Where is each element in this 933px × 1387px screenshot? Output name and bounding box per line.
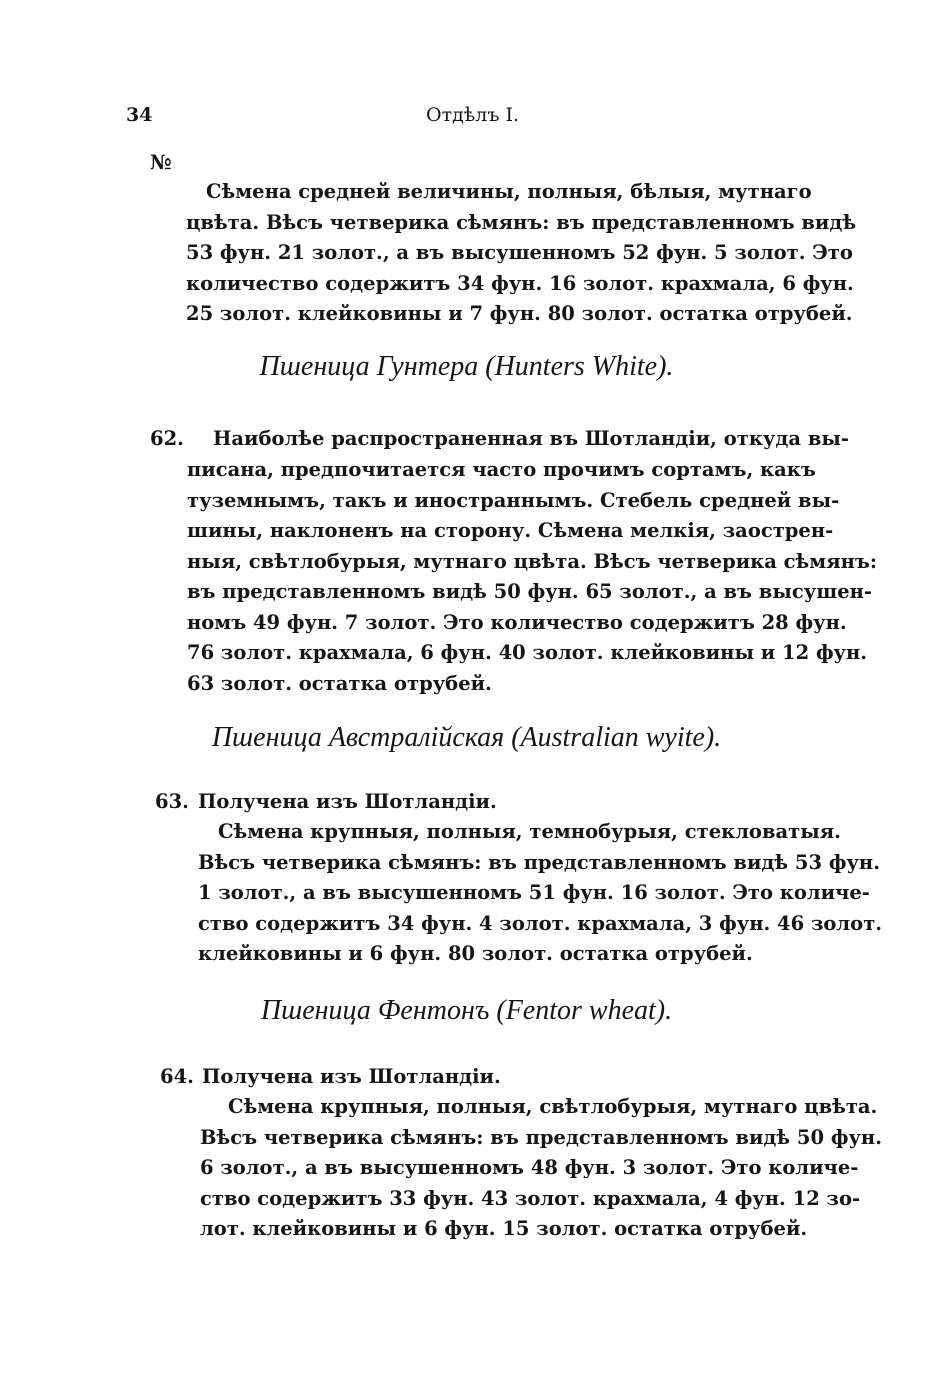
- text-line: 25 золот. клейковины и 7 фун. 80 золот. остатка отрубей.: [186, 302, 853, 325]
- paragraph-block1: [186, 177, 857, 330]
- entry62-body: [187, 455, 878, 699]
- text-line: 6 золот., а въ высушенномъ 48 фун. 3 золот. Это количе-: [200, 1156, 859, 1179]
- entry64-origin: Получена изъ Шотландіи.: [202, 1065, 501, 1088]
- entry-number: 64.: [160, 1065, 194, 1088]
- text-line: туземнымъ, такъ и иностраннымъ. Стебель средней вы-: [187, 488, 840, 512]
- text-line: писана, предпочитается часто прочимъ сортамъ, какъ: [187, 458, 816, 481]
- text-line: Сѣмена крупныя, полныя, темнобурыя, стекловатыя.: [218, 820, 841, 843]
- text-line: Сѣмена крупныя, полныя, свѣтлобурыя, мутнаго цвѣта.: [228, 1095, 878, 1118]
- text-line: лот. клейковины и 6 фун. 15 золот. остатка отрубей.: [200, 1217, 808, 1240]
- text-line: въ представленномъ видѣ 50 фун. 65 золот., а въ высушен-: [187, 580, 872, 603]
- entry-number: 62.: [150, 427, 184, 450]
- text-line: цвѣта. Вѣсъ четверика сѣмянъ: въ представленномъ видѣ: [186, 210, 857, 234]
- number-sign: №: [150, 150, 172, 174]
- entry63-origin: Получена изъ Шотландіи.: [198, 790, 497, 813]
- running-title: Отдѣлъ I.: [426, 104, 519, 126]
- text-line: клейковины и 6 фун. 80 золот. остатка отрубей.: [198, 942, 753, 965]
- text-line: Вѣсъ четверика сѣмянъ: въ представленномъ видѣ 50 фун.: [200, 1125, 882, 1149]
- section-heading-hunters: Пшеница Гунтера (Hunters White).: [259, 351, 674, 382]
- text-line: ныя, свѣтлобурыя, мутнаго цвѣта. Вѣсъ четверика сѣмянъ:: [187, 549, 878, 573]
- text-line: Наиболѣе распространенная въ Шотландіи, откуда вы-: [213, 427, 850, 450]
- text-line: количество содержитъ 34 фун. 16 золот. крахмала, 6 фун.: [186, 271, 854, 295]
- entry63-body: [198, 817, 883, 970]
- section-heading-australian: Пшеница Австралійская (Australian wyite).: [211, 722, 722, 753]
- text-line: 1 золот., а въ высушенномъ 51 фун. 16 золот. Это количе-: [198, 881, 870, 904]
- text-line: номъ 49 фун. 7 золот. Это количество содержитъ 28 фун.: [187, 610, 847, 634]
- text-line: 63 золот. остатка отрубей.: [187, 671, 492, 695]
- entry62-first-line-wrap: [213, 424, 850, 455]
- text-line: Вѣсъ четверика сѣмянъ: въ представленномъ видѣ 53 фун.: [198, 850, 880, 874]
- text-line: Сѣмена средней величины, полныя, бѣлыя, мутнаго: [206, 180, 812, 203]
- page-number: 34: [126, 104, 153, 126]
- section-heading-fenton: Пшеница Фентонъ (Fentor wheat).: [260, 995, 673, 1026]
- text-line: шины, наклоненъ на сторону. Сѣмена мелкія, заострен-: [187, 519, 834, 542]
- text-line: 53 фун. 21 золот., а въ высушенномъ 52 фун. 5 золот. Это: [186, 241, 853, 264]
- entry-number: 63.: [155, 790, 189, 813]
- entry64-body: [200, 1092, 882, 1245]
- text-line: ство содержитъ 34 фун. 4 золот. крахмала, 3 фун. 46 золот.: [198, 911, 883, 935]
- text-line: ство содержитъ 33 фун. 43 золот. крахмала, 4 фун. 12 зо-: [200, 1186, 861, 1210]
- text-line: 76 золот. крахмала, 6 фун. 40 золот. клейковины и 12 фун.: [187, 641, 868, 664]
